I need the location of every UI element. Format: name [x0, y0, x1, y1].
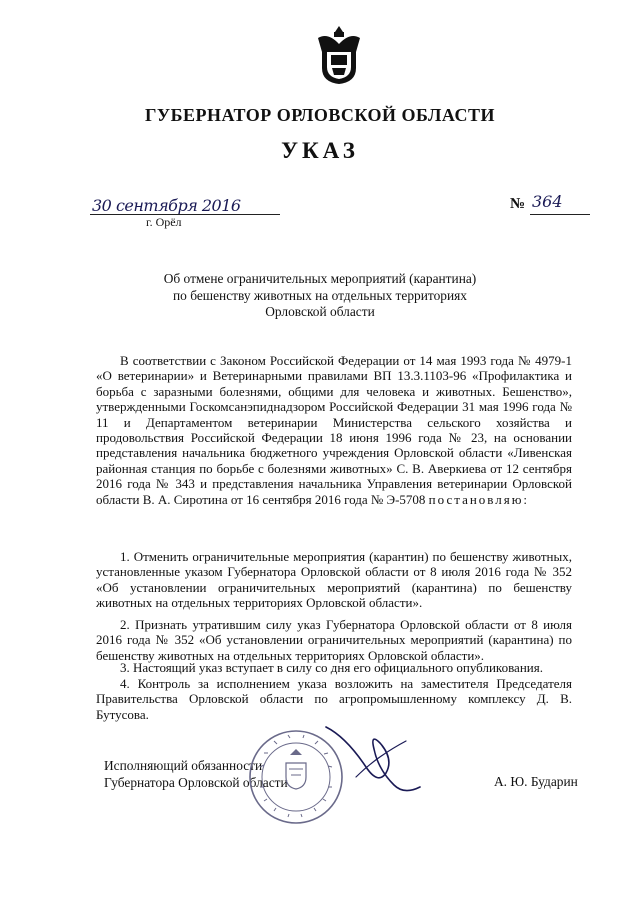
position-line-2: Губернатора Орловской области	[104, 775, 288, 790]
position-line-1: Исполняющий обязанности	[104, 758, 263, 773]
decree-word: постановляю:	[428, 491, 530, 507]
document-city: г. Орёл	[146, 215, 182, 229]
document-subject: Об отмене ограничительных мероприятий (карантина) по бешенству животных на отдельных территориях Орловской области	[163, 271, 477, 319]
date-underline	[90, 214, 280, 215]
number-underline	[530, 214, 590, 215]
decree-item-4: 4. Контроль за исполнением указа возложить на заместителя Председателя Правительства Орловской области по агропромышленному комплексу Д. В. Бутусова.	[96, 676, 572, 722]
preamble-paragraph	[96, 353, 572, 507]
preamble-text: В соответствии с Законом Российской Федерации от 14 мая 1993 года № 4979-1 «О ветеринарии» и Ветеринарными правилами ВП 13.3.1103-96 «Профилактика и борьба с заразными болезнями, общими для человека и животных. Бешенство», утвержденными Госкомсанэпиднадзором Российской Федерации 31 мая 1996 года № 11 и Департаментом ветеринарии Министерства сельского хозяйства и продовольствия Российской Федерации 18 июня 1996 года № 23, на основании представления начальника бюджетного учреждения Орловской области «Ливенская районная станция по борьбе с болезнями животных» С. В. Аверкиева от 12 сентября 2016 года № 343 и представления начальника Управления ветеринарии Орловской области В. А. Сиротина от 16 сентября 2016 года № Э-5708	[96, 353, 572, 507]
decree-item-2: 2. Признать утратившим силу указ Губернатора Орловской области от 8 июля 2016 года № 352 «Об установлении ограничительных мероприятий (карантина) по бешенству животных на отдельных территориях Орловской области».	[96, 617, 572, 663]
number-label: №	[510, 196, 526, 212]
decree-item-1: 1. Отменить ограничительные мероприятия (карантин) по бешенству животных, установленные указом Губернатора Орловской области от 8 июля 2016 года № 352 «Об установлении ограничительных мероприятий (карантина) по бешенству животных на отдельных территориях Орловской области».	[96, 549, 572, 611]
document-type: УКАЗ	[281, 138, 359, 163]
decree-item-3: 3. Настоящий указ вступает в силу со дня его официального опубликования.	[120, 660, 543, 675]
signatory-name: А. Ю. Бударин	[494, 774, 578, 789]
document-date: 30 сентября 2016	[92, 196, 241, 215]
coat-of-arms-icon	[314, 24, 364, 86]
issuer-title: ГУБЕРНАТОР ОРЛОВСКОЙ ОБЛАСТИ	[144, 105, 496, 125]
handwritten-signature-icon	[316, 707, 426, 817]
document-number: 364	[532, 192, 563, 211]
